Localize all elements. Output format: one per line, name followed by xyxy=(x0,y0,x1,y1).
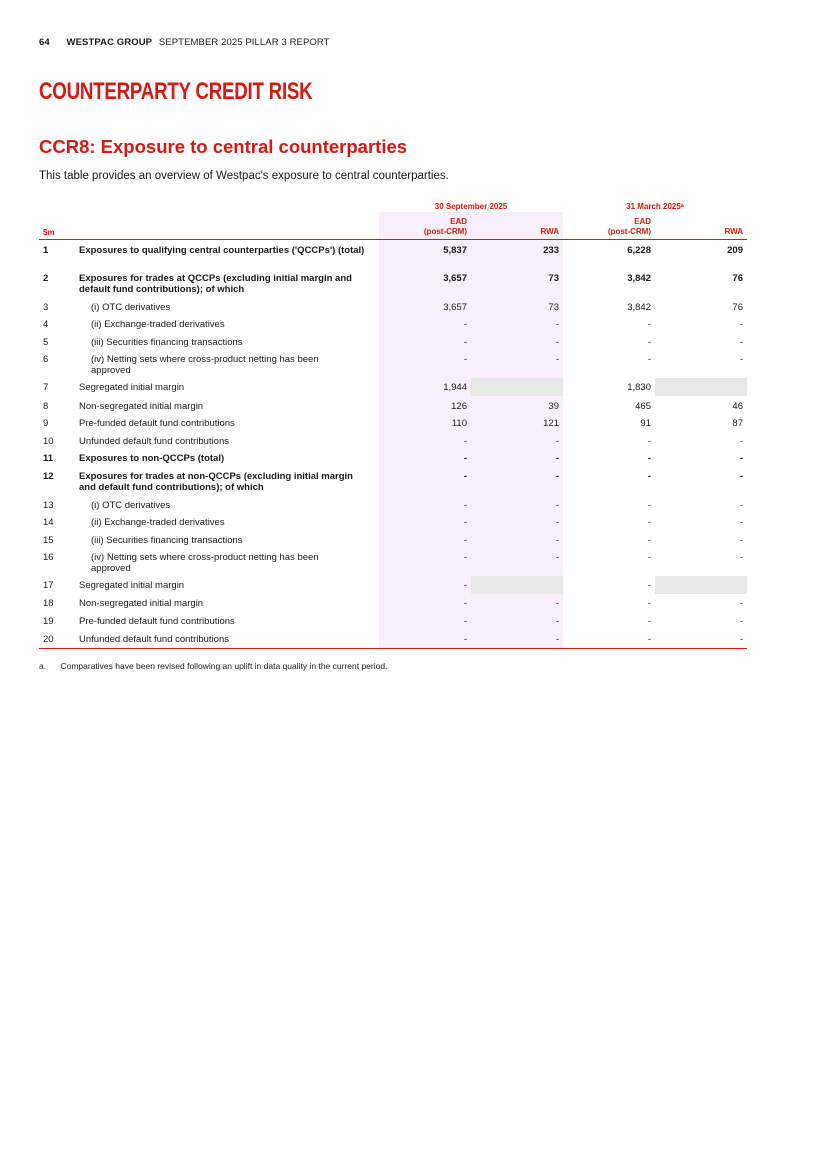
row-value: - xyxy=(555,517,559,528)
row-value: - xyxy=(463,471,467,482)
row-number: 1 xyxy=(43,245,49,256)
row-value: - xyxy=(739,634,743,645)
row-value: - xyxy=(555,337,559,348)
row-number: 15 xyxy=(43,535,54,546)
row-value: - xyxy=(555,598,559,609)
footnote-text: Comparatives have been revised following an uplift in data quality in the current period. xyxy=(60,661,388,671)
col-head-rwa-current: RWA xyxy=(540,227,559,236)
row-value: 76 xyxy=(732,302,743,313)
row-value: - xyxy=(647,552,651,563)
row-number: 14 xyxy=(43,517,54,528)
row-number: 17 xyxy=(43,580,54,591)
row-number: 11 xyxy=(43,453,54,464)
row-label: Exposures to non-QCCPs (total) xyxy=(79,453,225,464)
row-value: - xyxy=(647,535,651,546)
row-label: (i) OTC derivatives xyxy=(91,302,171,313)
row-number: 16 xyxy=(43,552,54,563)
row-number: 12 xyxy=(43,471,54,482)
row-value: - xyxy=(463,354,467,365)
row-label: Unfunded default fund contributions xyxy=(79,436,229,447)
row-value: - xyxy=(463,552,467,563)
row-value: - xyxy=(647,634,651,645)
page-number: 64 xyxy=(39,37,50,48)
section-title: COUNTERPARTY CREDIT RISK xyxy=(39,78,313,105)
header-rule xyxy=(39,239,747,240)
row-value: - xyxy=(739,535,743,546)
row-value: 46 xyxy=(732,401,743,412)
row-number: 10 xyxy=(43,436,54,447)
col-head-rwa-prior: RWA xyxy=(724,227,743,236)
row-value: - xyxy=(463,337,467,348)
not-applicable-cell xyxy=(655,576,747,594)
row-value: 110 xyxy=(451,418,467,429)
row-value: 1,944 xyxy=(443,382,467,393)
row-value: 39 xyxy=(548,401,559,412)
row-value: - xyxy=(463,634,467,645)
row-number: 2 xyxy=(43,273,49,284)
unit-label: $m xyxy=(43,228,55,237)
row-number: 5 xyxy=(43,337,49,348)
row-number: 7 xyxy=(43,382,49,393)
row-number: 6 xyxy=(43,354,49,365)
row-label: (iii) Securities financing transactions xyxy=(91,535,243,546)
row-value: - xyxy=(739,337,743,348)
row-value: 5,837 xyxy=(443,245,467,256)
row-value: - xyxy=(463,535,467,546)
header-group: WESTPAC GROUP xyxy=(66,37,153,48)
row-value: - xyxy=(463,598,467,609)
row-value: - xyxy=(463,517,467,528)
row-number: 20 xyxy=(43,634,54,645)
row-number: 4 xyxy=(43,319,49,330)
row-value: - xyxy=(647,471,651,482)
row-value: - xyxy=(463,319,467,330)
col-head-ead-prior: EAD (post-CRM) xyxy=(607,217,651,236)
not-applicable-cell xyxy=(471,378,563,396)
row-value: 233 xyxy=(543,245,559,256)
row-value: - xyxy=(739,552,743,563)
row-value: 6,228 xyxy=(627,245,651,256)
row-value: - xyxy=(555,634,559,645)
row-value: - xyxy=(739,616,743,627)
row-number: 8 xyxy=(43,401,49,412)
row-number: 18 xyxy=(43,598,54,609)
row-value: - xyxy=(463,453,467,464)
row-value: 76 xyxy=(732,273,743,284)
row-value: 121 xyxy=(543,418,559,429)
row-label: Non-segregated initial margin xyxy=(79,401,204,412)
row-label: (ii) Exchange-traded derivatives xyxy=(91,517,225,528)
row-value: - xyxy=(647,337,651,348)
row-value: 126 xyxy=(451,401,467,412)
row-value: - xyxy=(647,517,651,528)
row-value: 91 xyxy=(640,418,651,429)
row-value: - xyxy=(555,436,559,447)
row-label: Pre-funded default fund contributions xyxy=(79,418,235,429)
row-value: - xyxy=(463,436,467,447)
row-label: Segregated initial margin xyxy=(79,580,185,591)
row-value: - xyxy=(739,500,743,511)
row-label: Exposures for trades at non-QCCPs (excluding initial margin and default fund contributions); of which xyxy=(79,471,353,493)
row-label: (i) OTC derivatives xyxy=(91,500,171,511)
row-value: - xyxy=(463,500,467,511)
footer-rule xyxy=(39,648,747,649)
row-value: - xyxy=(463,580,467,591)
row-value: - xyxy=(555,471,559,482)
row-label: (iv) Netting sets where cross-product netting has been approved xyxy=(91,552,319,574)
not-applicable-cell xyxy=(655,378,747,396)
row-value: 73 xyxy=(548,302,559,313)
row-value: 3,657 xyxy=(443,302,467,313)
row-value: - xyxy=(555,500,559,511)
row-value: - xyxy=(739,453,743,464)
row-number: 9 xyxy=(43,418,49,429)
row-value: - xyxy=(555,616,559,627)
row-value: - xyxy=(647,598,651,609)
row-value: - xyxy=(739,354,743,365)
row-value: - xyxy=(463,616,467,627)
row-value: 465 xyxy=(635,401,651,412)
row-label: Non-segregated initial margin xyxy=(79,598,204,609)
row-label: (iii) Securities financing transactions xyxy=(91,337,243,348)
footnote xyxy=(39,661,387,671)
row-label: Pre-funded default fund contributions xyxy=(79,616,235,627)
row-value: - xyxy=(647,453,651,464)
row-number: 19 xyxy=(43,616,54,627)
row-value: - xyxy=(647,616,651,627)
row-value: 3,657 xyxy=(443,273,467,284)
row-value: 3,842 xyxy=(627,273,651,284)
row-value: - xyxy=(555,453,559,464)
row-value: - xyxy=(647,319,651,330)
row-value: - xyxy=(739,436,743,447)
row-value: - xyxy=(647,500,651,511)
col-head-ead-current: EAD (post-CRM) xyxy=(423,217,467,236)
row-value: - xyxy=(555,535,559,546)
row-value: - xyxy=(647,354,651,365)
page-header xyxy=(39,37,330,48)
row-value: - xyxy=(739,598,743,609)
table-title: CCR8: Exposure to central counterparties xyxy=(39,136,408,157)
row-value: 3,842 xyxy=(627,302,651,313)
row-label: Unfunded default fund contributions xyxy=(79,634,229,645)
row-number: 13 xyxy=(43,500,54,511)
row-value: - xyxy=(555,354,559,365)
not-applicable-cell xyxy=(471,576,563,594)
row-number: 3 xyxy=(43,302,49,313)
row-value: - xyxy=(647,580,651,591)
header-report: SEPTEMBER 2025 PILLAR 3 REPORT xyxy=(158,37,330,48)
row-value: 87 xyxy=(732,418,743,429)
row-value: - xyxy=(739,517,743,528)
row-value: 209 xyxy=(727,245,743,256)
period-prior: 31 March 2025ᵃ xyxy=(626,202,684,211)
row-value: - xyxy=(555,319,559,330)
table-intro: This table provides an overview of Westpac's exposure to central counterparties. xyxy=(39,170,449,182)
footnote-marker: a. xyxy=(39,661,47,671)
row-value: 1,830 xyxy=(627,382,651,393)
row-value: - xyxy=(647,436,651,447)
row-label: Exposures for trades at QCCPs (excluding initial margin and default fund contributions); of which xyxy=(79,273,352,295)
row-value: - xyxy=(739,471,743,482)
row-value: - xyxy=(739,319,743,330)
row-value: - xyxy=(555,552,559,563)
row-label: Segregated initial margin xyxy=(79,382,185,393)
row-label: (ii) Exchange-traded derivatives xyxy=(91,319,225,330)
period-current: 30 September 2025 xyxy=(434,202,508,211)
row-label: (iv) Netting sets where cross-product netting has been approved xyxy=(91,354,319,376)
row-label: Exposures to qualifying central counterparties ('QCCPs') (total) xyxy=(79,245,365,256)
row-value: 73 xyxy=(548,273,559,284)
